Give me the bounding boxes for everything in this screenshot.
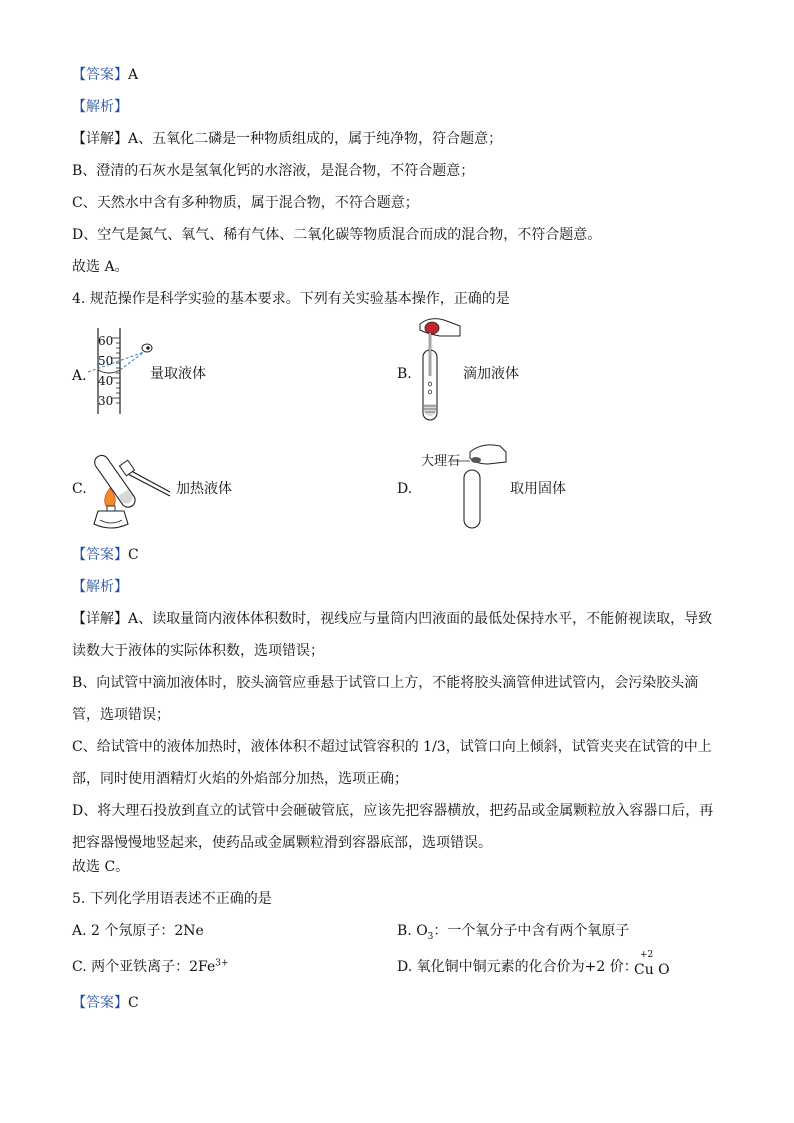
q3-line-4: D、空气是氮气、氧气、稀有气体、二氧化碳等物质混合而成的混合物，不符合题意。 (72, 227, 602, 243)
q4-option-a-text: 量取液体 (150, 366, 206, 382)
answer-tag: 【答案】 (72, 547, 128, 563)
detail-tag: 【详解】 (72, 611, 128, 627)
rubber-bulb-icon (425, 322, 439, 334)
q4-line-8: 把容器慢慢地竖起来，使药品或金属颗粒滑到容器底部，选项错误。 (72, 835, 492, 851)
q5-answer (72, 993, 139, 1013)
q5-option-c (72, 957, 229, 977)
option-c-superscript: 3+ (215, 958, 229, 969)
q4-option-b-letter: B. (397, 366, 412, 382)
q5-option-b (397, 921, 629, 941)
q4-analysis-tag: 【解析】 (72, 579, 128, 595)
q5-option-a: A. 2 个氖原子：2Ne (72, 923, 204, 939)
q5-option-d: D. 氧化铜中铜元素的化合价为+2 价： (397, 959, 638, 975)
option-b-suffix: ：一个氧分子中含有两个氧原子 (433, 923, 630, 939)
q4-detail-line-1 (72, 609, 712, 629)
q3-line-2: B、澄清的石灰水是氢氧化钙的水溶液，是混合物，不符合题意； (72, 163, 475, 179)
q4-option-b-text: 滴加液体 (463, 366, 519, 382)
tick-label-40: 40 (98, 374, 114, 388)
q4-option-a-letter: A. (72, 368, 87, 384)
answer-tag: 【答案】 (72, 67, 128, 83)
detail-tag: 【详解】 (72, 131, 128, 147)
option-c-prefix: C. 两个亚铁离子：2Fe (72, 959, 216, 975)
q3-analysis-tag: 【解析】 (72, 99, 128, 115)
q3-detail-line-1 (72, 129, 502, 149)
alcohol-lamp-icon (94, 511, 128, 528)
option-b-prefix: B. O (397, 923, 428, 939)
answer-value: A (128, 67, 139, 83)
q4-option-d-label: 大理石 (421, 454, 461, 469)
tick-label-50: 50 (98, 354, 114, 368)
dropper-figure (410, 316, 470, 428)
q5-option-d-formula: Cu O (634, 962, 670, 978)
q4-line-4: 管，选项错误； (72, 707, 170, 723)
q4-line-2: 读数大于液体的实际体积数，选项错误； (72, 643, 324, 659)
tick-label-60: 60 (98, 334, 114, 348)
q4-conclusion: 故选 C。 (72, 859, 130, 875)
q3-conclusion: 故选 A。 (72, 259, 129, 275)
q4-option-d-letter: D. (397, 481, 413, 497)
q4-option-c-letter: C. (72, 481, 87, 497)
tick-label-30: 30 (98, 394, 114, 408)
q4-line-7: D、将大理石投放到直立的试管中会砸破管底，应该先把容器横放，把药品或金属颗粒放入容器口后，再 (72, 803, 714, 819)
q5-option-d-valence: +2 (640, 950, 654, 960)
heating-figure (88, 444, 178, 530)
q4-option-c-text: 加热液体 (176, 481, 232, 497)
q4-answer (72, 545, 139, 565)
detail-text: A、读取量筒内液体体积数时，视线应与量筒内凹液面的最低处保持水平，不能俯视读取，导致 (128, 611, 713, 627)
q4-line-5: C、给试管中的液体加热时，液体体积不超过试管容积的 1/3，试管口向上倾斜，试管夹夹在试管的中上 (72, 739, 712, 755)
solid-transfer-figure (440, 440, 510, 532)
detail-text: A、五氧化二磷是一种物质组成的，属于纯净物，符合题意； (128, 131, 503, 147)
q4-line-6: 部，同时使用酒精灯火焰的外焰部分加热，选项正确； (72, 771, 408, 787)
q5-stem: 5. 下列化学用语表述不正确的是 (72, 891, 272, 907)
marble-piece-icon (471, 457, 481, 463)
q4-option-d-text: 取用固体 (510, 481, 566, 497)
q4-line-3: B、向试管中滴加液体时，胶头滴管应垂悬于试管口上方，不能将胶头滴管伸进试管内，会污染胶头滴 (72, 675, 699, 691)
q4-stem: 4. 规范操作是科学实验的基本要求。下列有关实验基本操作，正确的是 (72, 291, 510, 307)
option-b-subscript: 3 (427, 931, 434, 942)
answer-value: C (128, 547, 139, 563)
answer-tag: 【答案】 (72, 995, 128, 1011)
answer-value: C (128, 995, 139, 1011)
q3-answer (72, 65, 138, 85)
q3-line-3: C、天然水中含有多种物质，属于混合物，不符合题意； (72, 195, 419, 211)
